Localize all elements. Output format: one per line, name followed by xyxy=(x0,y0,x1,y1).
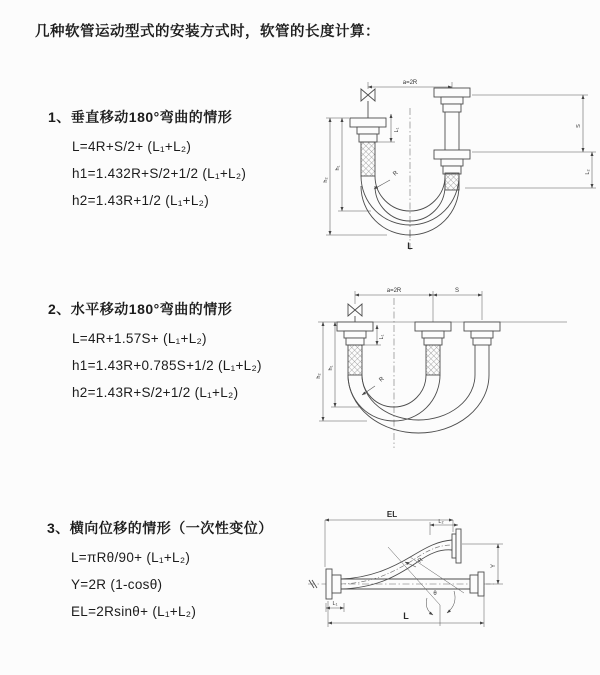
dim-label-l: L xyxy=(407,241,413,251)
dim-label-l: L xyxy=(403,611,409,621)
dim-label-l1: L₁ xyxy=(394,127,400,133)
formula-y: Y=2R (1-cosθ) xyxy=(71,577,163,592)
formula-h2: h2=1.43R+1/2 (L₁+L₂) xyxy=(72,193,210,208)
dimension-s xyxy=(472,95,596,152)
angle-label-theta: θ xyxy=(433,591,437,597)
formula-h2: h2=1.43R+S/2+1/2 (L₁+L₂) xyxy=(72,385,239,400)
dim-label-radius: R xyxy=(378,376,386,384)
dim-label-s: S xyxy=(454,288,460,294)
dimension-l xyxy=(407,230,413,251)
dim-label-h1: h₁ xyxy=(335,165,341,171)
middle-flange xyxy=(415,322,451,375)
right-flange xyxy=(464,322,500,375)
formula-h1: h1=1.432R+S/2+1/2 (L₁+L₂) xyxy=(72,166,247,181)
right-flange xyxy=(470,572,484,596)
dimension-el xyxy=(325,510,453,567)
radius-leader xyxy=(374,170,400,189)
formula-length: L=4R+S/2+ (L₁+L₂) xyxy=(72,139,192,154)
dimension-l xyxy=(328,587,484,627)
braided-hose xyxy=(348,345,362,375)
dim-label-y: Y xyxy=(491,563,497,569)
dimension-a2r xyxy=(355,288,433,326)
dim-label-l2: L₂ xyxy=(438,519,444,525)
valve-icon xyxy=(361,89,375,118)
formula-length: L=4R+1.57S+ (L₁+L₂) xyxy=(72,331,207,346)
page-title: 几种软管运动型式的安装方式时，软管的长度计算： xyxy=(35,24,380,40)
braided-hose xyxy=(445,173,459,190)
left-flange xyxy=(326,569,341,599)
dimension-l1 xyxy=(326,601,344,612)
dimension-l2 xyxy=(430,519,458,535)
dim-label-a2r: a=2R xyxy=(402,80,418,86)
dim-label-h2: h₂ xyxy=(316,373,322,379)
section-horizontal-180 xyxy=(48,299,262,400)
valve-icon xyxy=(348,304,362,322)
braided-hose xyxy=(361,142,375,176)
dim-label-l1: L₁ xyxy=(379,334,385,340)
dim-label-h2: h₂ xyxy=(323,177,329,183)
dim-label-a2r: a=2R xyxy=(386,288,402,294)
section-1-heading: 1、垂直移动180°弯曲的情形 xyxy=(48,109,233,125)
u-bend-hose xyxy=(348,375,489,433)
dimension-l2 xyxy=(465,152,596,188)
upper-flange xyxy=(452,529,461,563)
dimension-s xyxy=(433,288,482,320)
formula-h1: h1=1.43R+0.785S+1/2 (L₁+L₂) xyxy=(72,358,262,373)
section-lateral-displacement xyxy=(47,518,273,619)
dim-label-radius: R xyxy=(392,170,400,178)
section-2-heading: 2、水平移动180°弯曲的情形 xyxy=(48,301,233,317)
section-3-heading: 3、横向位移的情形（一次性变位） xyxy=(47,520,273,536)
dim-label-l2: L₂ xyxy=(585,169,591,175)
left-flange xyxy=(350,118,386,176)
right-pipe xyxy=(434,88,470,190)
s-curve-hose xyxy=(341,540,452,589)
figure-vertical-180 xyxy=(315,72,600,267)
dim-label-l1: L₁ xyxy=(332,601,338,607)
figure-lateral-displacement xyxy=(300,505,600,660)
angle-construction xyxy=(388,547,464,626)
dim-label-el: EL xyxy=(386,510,398,519)
braided-hose xyxy=(426,345,440,375)
figure-horizontal-180 xyxy=(315,282,600,462)
left-flange xyxy=(337,322,373,375)
dim-label-radius: R xyxy=(417,557,425,565)
dim-label-s: S xyxy=(576,124,582,128)
dim-label-h1: h₁ xyxy=(328,365,334,371)
formula-length: L=πRθ/90+ (L₁+L₂) xyxy=(71,550,191,565)
formula-el: EL=2Rsinθ+ (L₁+L₂) xyxy=(71,604,197,619)
section-vertical-180 xyxy=(48,107,246,208)
